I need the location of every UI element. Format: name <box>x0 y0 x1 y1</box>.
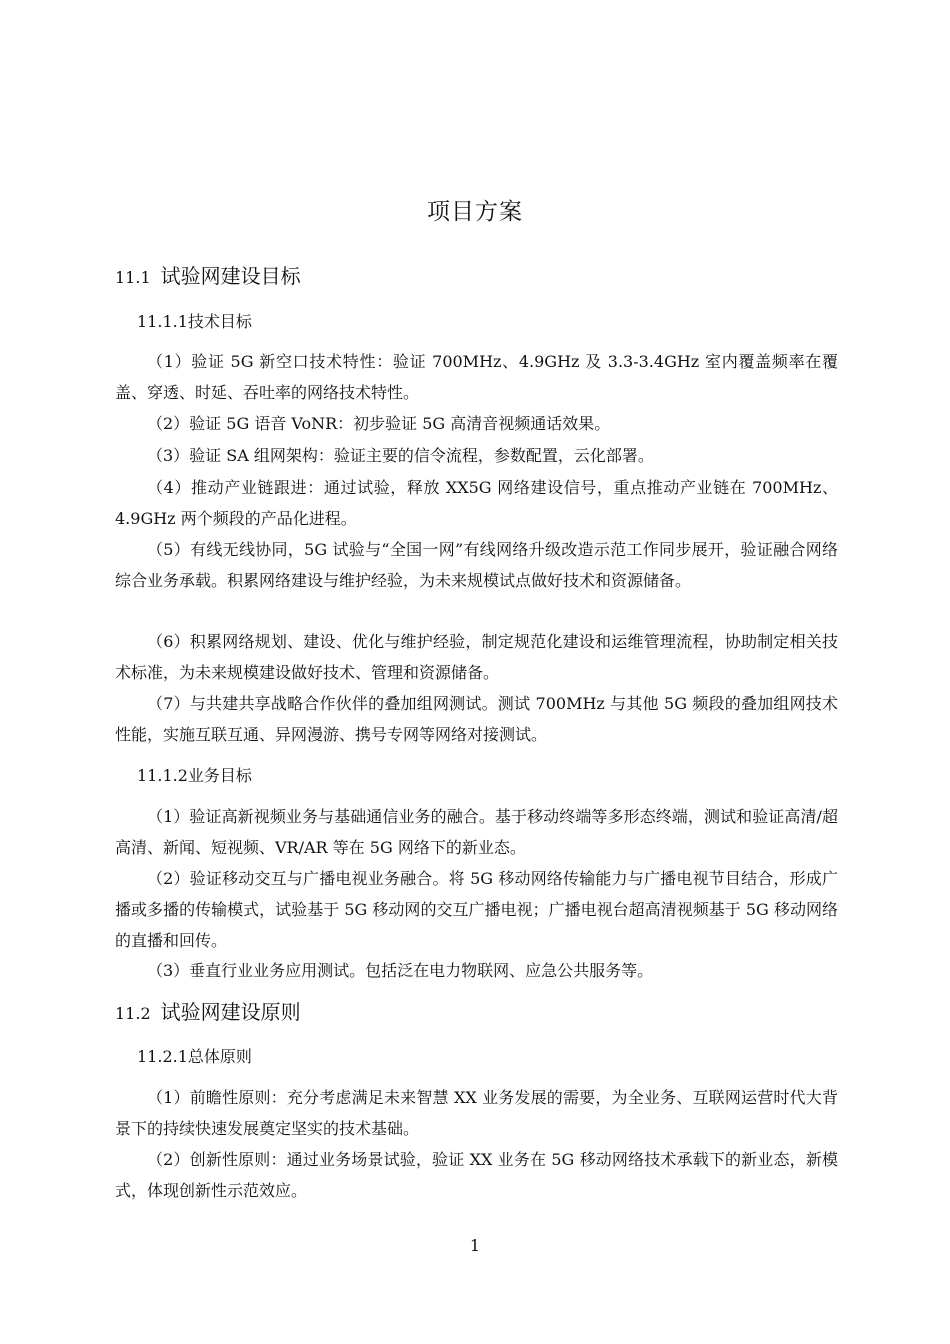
paragraph: （2）验证 5G 语音 VoNR：初步验证 5G 高清音视频通话效果。 <box>147 414 611 433</box>
subsection-heading-11-1-2: 11.1.2业务目标 <box>137 766 252 785</box>
subsection-heading-11-2-1: 11.2.1总体原则 <box>137 1047 252 1066</box>
paragraph: （7）与共建共享战略合作伙伴的叠加组网测试。测试 700MHz 与其他 5G 频段的叠加组网技术性能，实施互联互通、异网漫游、携号专网等网络对接测试。 <box>115 694 838 744</box>
section-heading-11-2 <box>115 998 301 1028</box>
paragraph: （2）验证移动交互与广播电视业务融合。将 5G 移动网络传输能力与广播电视节目结合，形成广播或多播的传输模式，试验基于 5G 移动网的交互广播电视；广播电视台超高清视频基于 5G 移动网络的直播和回传。 <box>115 869 838 950</box>
paragraph: （1）验证 5G 新空口技术特性：验证 700MHz、4.9GHz 及 3.3-3.4GHz 室内覆盖频率在覆盖、穿透、时延、吞吐率的网络技术特性。 <box>115 352 838 402</box>
section-title: 试验网建设目标 <box>160 264 301 288</box>
section-heading-11-1 <box>115 262 301 292</box>
document-title: 项目方案 <box>427 199 523 225</box>
section-number: 11.1 <box>115 268 151 287</box>
paragraph: （1）验证高新视频业务与基础通信业务的融合。基于移动终端等多形态终端，测试和验证高清/超高清、新闻、短视频、VR/AR 等在 5G 网络下的新业态。 <box>115 807 838 857</box>
paragraph: （2）创新性原则：通过业务场景试验，验证 XX 业务在 5G 移动网络技术承载下的新业态，新模式，体现创新性示范效应。 <box>115 1150 838 1200</box>
subsection-heading-11-1-1: 11.1.1技术目标 <box>137 312 252 331</box>
paragraph: （1）前瞻性原则：充分考虑满足未来智慧 XX 业务发展的需要，为全业务、互联网运营时代大背景下的持续快速发展奠定坚实的技术基础。 <box>115 1088 838 1138</box>
paragraph: （5）有线无线协同，5G 试验与“全国一网”有线网络升级改造示范工作同步展开，验证融合网络综合业务承载。积累网络建设与维护经验，为未来规模试点做好技术和资源储备。 <box>115 540 838 590</box>
paragraph: （4）推动产业链跟进：通过试验，释放 XX5G 网络建设信号，重点推动产业链在 700MHz、4.9GHz 两个频段的产品化进程。 <box>115 478 838 528</box>
paragraph: （3）验证 SA 组网架构：验证主要的信令流程，参数配置，云化部署。 <box>147 446 654 465</box>
section-number: 11.2 <box>115 1004 151 1023</box>
paragraph: （6）积累网络规划、建设、优化与维护经验，制定规范化建设和运维管理流程，协助制定相关技术标准，为未来规模建设做好技术、管理和资源储备。 <box>115 632 838 682</box>
paragraph: （3）垂直行业业务应用测试。包括泛在电力物联网、应急公共服务等。 <box>147 961 654 980</box>
section-title: 试验网建设原则 <box>160 1000 301 1024</box>
page-number: 1 <box>469 1236 481 1255</box>
